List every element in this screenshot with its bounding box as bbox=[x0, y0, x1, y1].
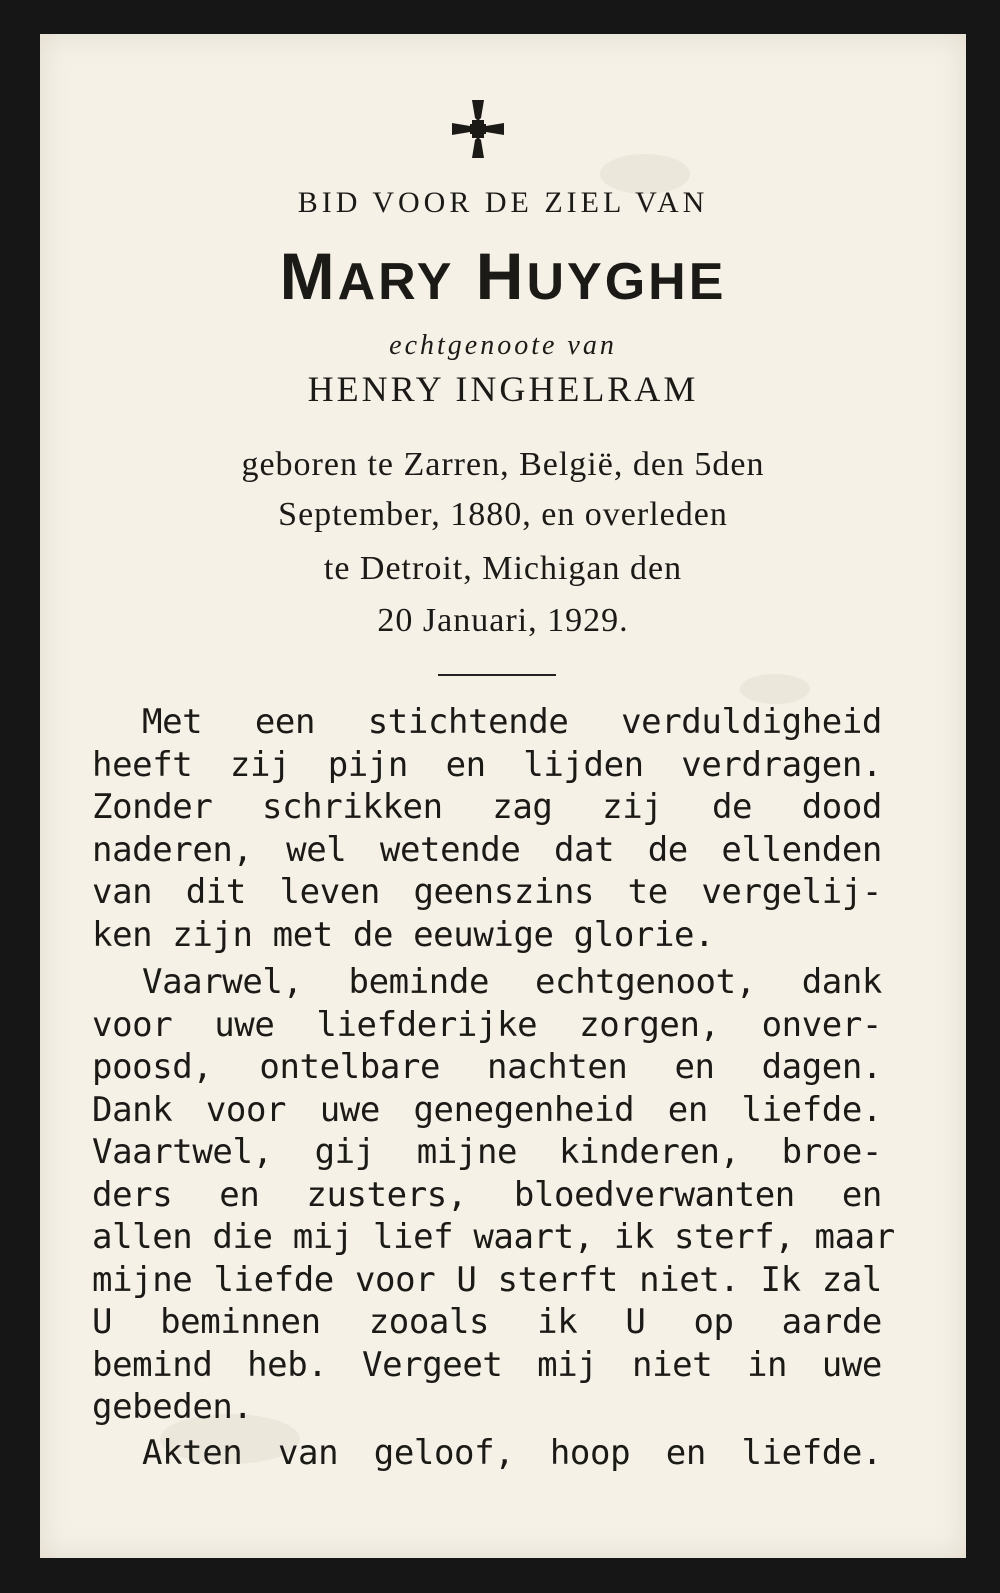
text-line: ders en zusters, bloedverwanten en bbox=[92, 1174, 882, 1215]
spouse-of-label: echtgenoote van bbox=[389, 330, 617, 361]
paragraph-acts bbox=[92, 1432, 882, 1475]
text-line: poosd, ontelbare nachten en dagen. bbox=[92, 1047, 882, 1087]
text-line: bemind heb. Vergeet mij niet in uwe bbox=[92, 1344, 882, 1385]
name-last-rest: UYGHE bbox=[526, 253, 727, 311]
text-line: voor uwe liefderijke zorgen, onver- bbox=[92, 1004, 882, 1045]
name-last-initial: H bbox=[475, 239, 527, 313]
text-line: ken zijn met de eeuwige glorie. bbox=[92, 914, 715, 955]
cross-pattee-icon bbox=[450, 98, 506, 160]
text-line: gebeden. bbox=[92, 1387, 253, 1427]
text-line: Vaartwel, gij mijne kinderen, broe- bbox=[92, 1132, 882, 1172]
text-line: heeft zij pijn en lijden verdragen. bbox=[92, 744, 882, 785]
name-first-initial: M bbox=[279, 239, 338, 313]
name-first-rest: ARY bbox=[337, 253, 455, 311]
spouse-name: HENRY INGHELRAM bbox=[307, 369, 699, 409]
paragraph-farewell bbox=[92, 961, 895, 1429]
bio-line: September, 1880, en overleden bbox=[278, 496, 728, 533]
header-text: BID VOOR DE ZIEL VAN bbox=[297, 186, 709, 219]
text-line: Vaarwel, beminde echtgenoot, dank bbox=[142, 962, 882, 1002]
text-line: Akten van geloof, hoop en liefde. bbox=[142, 1433, 882, 1473]
text-line: van dit leven geenszins te vergelij- bbox=[92, 872, 882, 912]
text-line: naderen, wel wetende dat de ellenden bbox=[92, 829, 882, 870]
text-line: allen die mij lief waart, ik sterf, maar bbox=[92, 1217, 895, 1257]
text-line: U beminnen zooals ik U op aarde bbox=[92, 1302, 882, 1342]
text-line: Met een stichtende verduldigheid bbox=[142, 702, 882, 742]
divider bbox=[438, 674, 556, 676]
text-line: Dank voor uwe genegenheid en liefde. bbox=[92, 1089, 882, 1130]
deceased-name bbox=[40, 238, 966, 314]
bio-line: 20 Januari, 1929. bbox=[377, 602, 629, 639]
text-line: Zonder schrikken zag zij de dood bbox=[92, 787, 882, 827]
text-line: mijne liefde voor U sterft niet. Ik zal bbox=[92, 1259, 882, 1300]
bio-line: geboren te Zarren, België, den 5den bbox=[241, 446, 765, 483]
bio-line: te Detroit, Michigan den bbox=[323, 550, 683, 587]
paragraph-patience bbox=[92, 701, 882, 956]
